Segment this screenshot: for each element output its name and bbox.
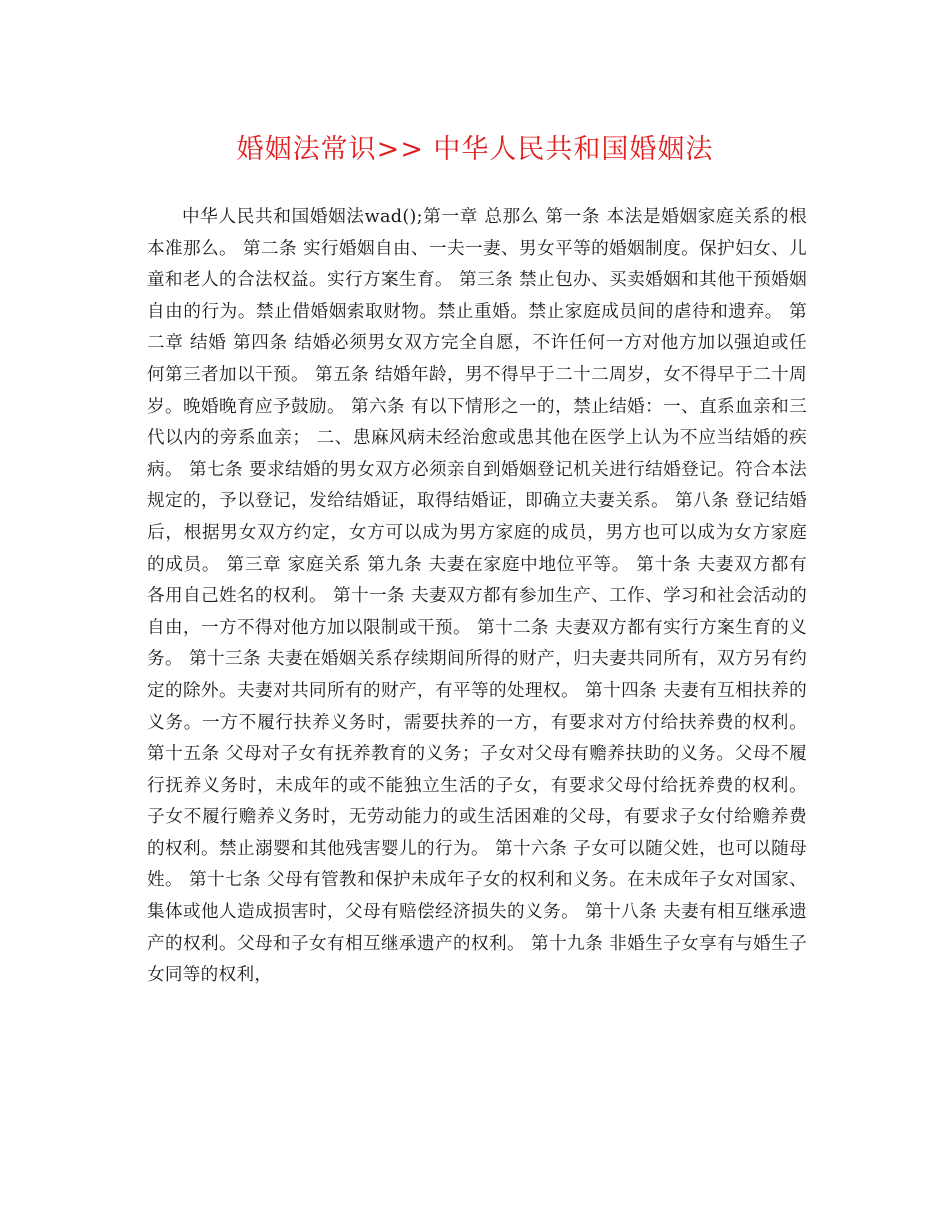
document-title: 婚姻法常识>> 中华人民共和国婚姻法 <box>236 134 714 165</box>
document-body-paragraph: 中华人民共和国婚姻法wad();第一章 总那么 第一条 本法是婚姻家庭关系的根本准那么。 第二条 实行婚姻自由、一夫一妻、男女平等的婚姻制度。保护妇女、儿童和老人的合法权益。实行方案生育。 第三条 禁止包办、买卖婚姻和其他干预婚姻自由的行为。禁止借婚姻索取财物。禁止重婚。禁止家庭成员间的虐待和遗弃。 第二章 结婚 第四条 结婚必须男女双方完全自愿，不许任何一方对他方加以强迫或任何第三者加以干预。 第五条 结婚年龄，男不得早于二十二周岁，女不得早于二十周岁。晚婚晚育应予鼓励。 第六条 有以下情形之一的，禁止结婚：一、直系血亲和三代以内的旁系血亲； 二、患麻风病未经治愈或患其他在医学上认为不应当结婚的疾病。 第七条 要求结婚的男女双方必须亲自到婚姻登记机关进行结婚登记。符合本法规定的，予以登记，发给结婚证，取得结婚证，即确立夫妻关系。 第八条 登记结婚后，根据男女双方约定，女方可以成为男方家庭的成员，男方也可以成为女方家庭的成员。 第三章 家庭关系 第九条 夫妻在家庭中地位平等。 第十条 夫妻双方都有各用自己姓名的权利。 第十一条 夫妻双方都有参加生产、工作、学习和社会活动的自由，一方不得对他方加以限制或干预。 第十二条 夫妻双方都有实行方案生育的义务。 第十三条 夫妻在婚姻关系存续期间所得的财产，归夫妻共同所有，双方另有约定的除外。夫妻对共同所有的财产，有平等的处理权。 第十四条 夫妻有互相扶养的义务。一方不履行扶养义务时，需要扶养的一方，有要求对方付给扶养费的权利。 第十五条 父母对子女有抚养教育的义务；子女对父母有赡养扶助的义务。父母不履行抚养义务时，未成年的或不能独立生活的子女，有要求父母付给抚养费的权利。子女不履行赡养义务时，无劳动能力的或生活困难的父母，有要求子女付给赡养费的权利。禁止溺婴和其他残害婴儿的行为。 第十六条 子女可以随父姓，也可以随母姓。 第十七条 父母有管教和保护未成年子女的权利和义务。在未成年子女对国家、集体或他人造成损害时，父母有赔偿经济损失的义务。 第十八条 夫妻有相互继承遗产的权利。父母和子女有相互继承遗产的权利。 第十九条 非婚生子女享有与婚生子女同等的权利， <box>147 207 807 986</box>
